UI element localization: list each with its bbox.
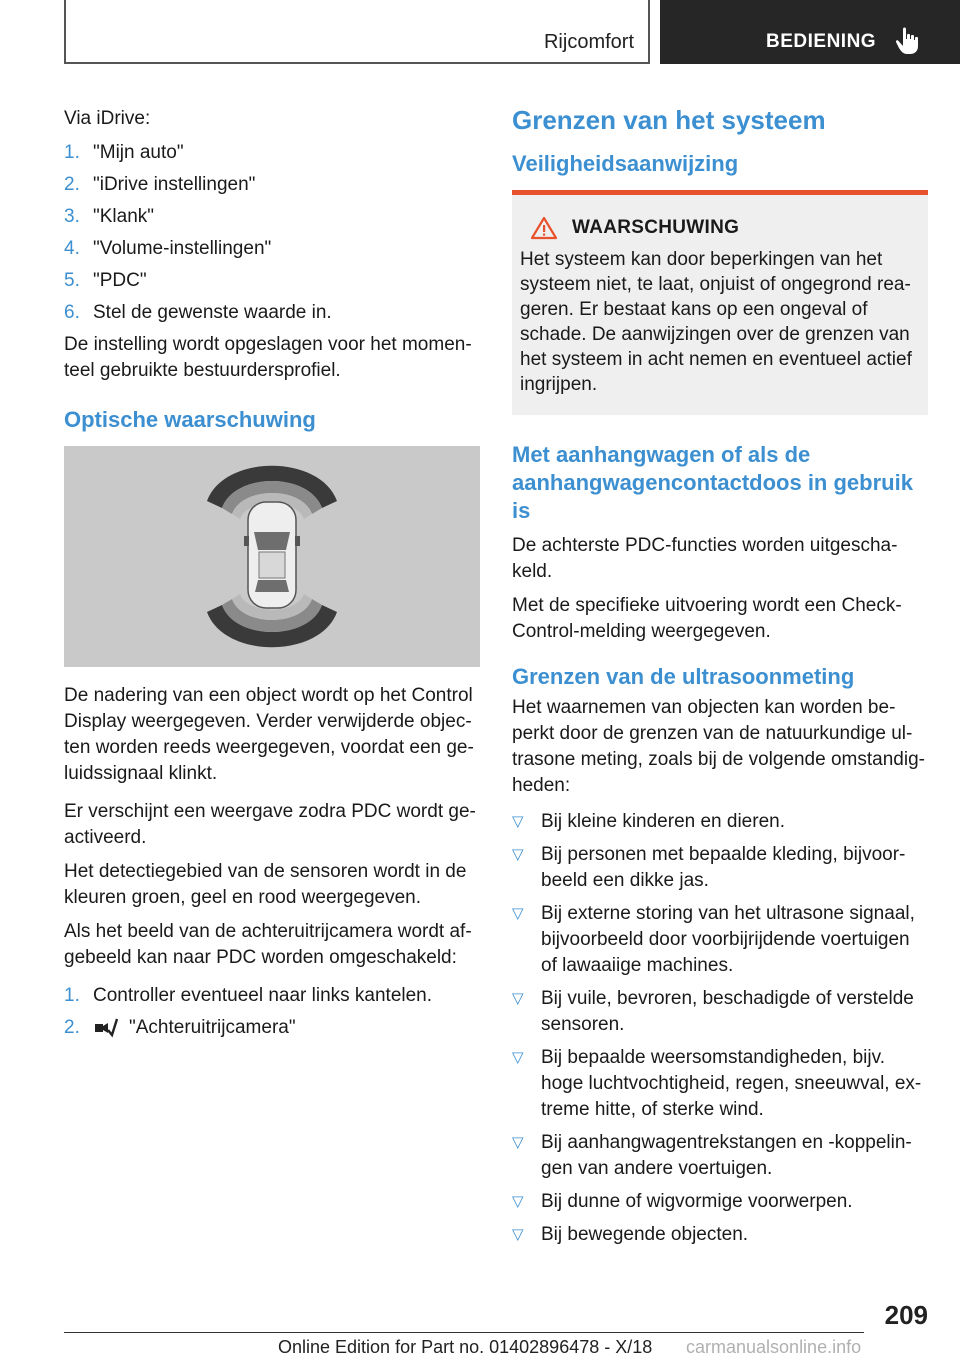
list-item (512, 1045, 928, 1123)
list-item (64, 1015, 480, 1041)
step-number: 2. (64, 174, 80, 195)
step-text: Controller eventueel naar links kantelen. (93, 985, 433, 1006)
step-text: "Klank" (93, 206, 155, 227)
triangle-bullet-icon: ▽ (512, 990, 524, 1007)
bullet-text: Bij externe storing van het ultrasone signaal, bijvoorbeeld door voorbijrijdende voertuigen of lawaaiige machines. (541, 903, 915, 976)
step-number: 5. (64, 270, 80, 291)
saved-note: De instelling wordt opgeslagen voor het momen-teel gebruikte bestuurdersprofiel. (64, 334, 472, 381)
right-column (512, 104, 928, 1255)
step-text: "PDC" (93, 270, 147, 291)
page-number: 209 (884, 1300, 928, 1330)
step-text: "Mijn auto" (93, 142, 184, 163)
step-number: 1. (64, 142, 80, 163)
bullet-text: Bij aanhangwagentrekstangen en -koppelin-gen van andere voertuigen. (541, 1132, 912, 1179)
optical-para-3: Het detectiegebied van de sensoren wordt in de kleuren groen, geel en rood weergegeven. (64, 861, 467, 908)
list-item (64, 140, 480, 166)
heading-safety: Veiligheidsaanwijzing (512, 151, 739, 176)
bullet-text: Bij dunne of wigvormige voorwerpen. (541, 1191, 853, 1212)
triangle-bullet-icon: ▽ (512, 1049, 524, 1066)
footer-divider (64, 1332, 864, 1333)
triangle-bullet-icon: ▽ (512, 905, 524, 922)
heading-system-limits: Grenzen van het systeem (512, 105, 826, 135)
rear-camera-icon (93, 1017, 119, 1039)
triangle-bullet-icon: ▽ (512, 1193, 524, 1210)
watermark: carmanualsonline.info (686, 1337, 862, 1357)
step-number: 1. (64, 985, 80, 1006)
list-item (512, 986, 928, 1038)
heading-optical-warning: Optische waarschuwing (64, 407, 316, 432)
step-number: 4. (64, 238, 80, 259)
warning-text: Het systeem kan door beperkingen van het systeem niet, te laat, onjuist of ongegrond rea-geren. Er bestaat kans op een ongeval of schade. De aanwijzingen over de grenzen van het systeem in acht nemen en eventueel actief ingrijpen. (520, 249, 912, 395)
pdc-illustration (64, 446, 480, 667)
list-item (64, 983, 480, 1009)
warning-triangle-icon (530, 216, 558, 240)
optical-para-4: Als het beeld van de achteruitrijcamera wordt af-gebeeld kan naar PDC worden omgeschakeld: (64, 921, 472, 968)
list-item (64, 300, 480, 326)
footer-edition: Online Edition for Part no. 01402896478 - X/18 (278, 1337, 653, 1357)
warning-header (520, 215, 920, 241)
bullet-text: Bij vuile, bevroren, beschadigde of verstelde sensoren. (541, 988, 914, 1035)
triangle-bullet-icon: ▽ (512, 846, 524, 863)
idrive-intro: Via iDrive: (64, 108, 151, 129)
step-number: 3. (64, 206, 80, 227)
list-item (512, 901, 928, 979)
list-item (512, 1130, 928, 1182)
hand-pointer-icon (894, 26, 922, 56)
trailer-para-2: Met de specifieke uitvoering wordt een Check-Control-melding weergegeven. (512, 595, 902, 642)
list-item (64, 204, 480, 230)
step-number: 6. (64, 302, 80, 323)
ultrasonic-intro: Het waarnemen van objecten kan worden be-perkt door de grenzen van de natuurkundige ul-trasone meting, zoals bij de volgende omstandig-heden: (512, 697, 925, 796)
bullet-text: Bij personen met bepaalde kleding, bijvoor-beeld een dikke jas. (541, 844, 906, 891)
list-item (64, 172, 480, 198)
step-text: "Volume-instellingen" (93, 238, 272, 259)
step-text: "Achteruitrijcamera" (129, 1017, 296, 1038)
warning-title: WAARSCHUWING (572, 217, 740, 238)
list-item (512, 1222, 928, 1248)
optical-para-2: Er verschijnt een weergave zodra PDC wordt ge-activeerd. (64, 801, 476, 848)
section-title: Rijcomfort (543, 31, 634, 53)
list-item (512, 842, 928, 894)
bullet-text: Bij bepaalde weersomstandigheden, bijv. hoge luchtvochtigheid, regen, sneeuwval, ex-treme hitte, of sterke wind. (541, 1047, 922, 1120)
heading-ultrasonic-limits: Grenzen van de ultrasoonmeting (512, 664, 855, 689)
pdc-car-sensor-graphic (64, 446, 480, 667)
switch-steps (64, 983, 480, 1041)
list-item (64, 268, 480, 294)
left-column (64, 106, 480, 1047)
trailer-para-1: De achterste PDC-functies worden uitgescha-keld. (512, 535, 898, 582)
list-item (512, 1189, 928, 1215)
limitation-list (512, 809, 928, 1248)
chapter-title: BEDIENING (766, 31, 877, 52)
triangle-bullet-icon: ▽ (512, 813, 524, 830)
step-text: Stel de gewenste waarde in. (93, 302, 332, 323)
optical-para-1: De nadering van een object wordt op het Control Display weergegeven. Verder verwijderde objec-ten worden reeds weergegeven, voordat een ge-luidssignaal klinkt. (64, 685, 474, 784)
bullet-text: Bij bewegende objecten. (541, 1224, 749, 1245)
triangle-bullet-icon: ▽ (512, 1134, 524, 1151)
header-section-box (64, 0, 650, 64)
triangle-bullet-icon: ▽ (512, 1226, 524, 1243)
idrive-steps (64, 140, 480, 326)
warning-box (512, 190, 928, 415)
bullet-text: Bij kleine kinderen en dieren. (541, 811, 785, 832)
heading-trailer: Met aanhangwagen of als de aanhangwagencontactdoos in gebruik is (512, 442, 913, 523)
step-text: "iDrive instellingen" (93, 174, 256, 195)
header-chapter-box (660, 0, 960, 64)
step-number: 2. (64, 1017, 80, 1038)
list-item (512, 809, 928, 835)
list-item (64, 236, 480, 262)
